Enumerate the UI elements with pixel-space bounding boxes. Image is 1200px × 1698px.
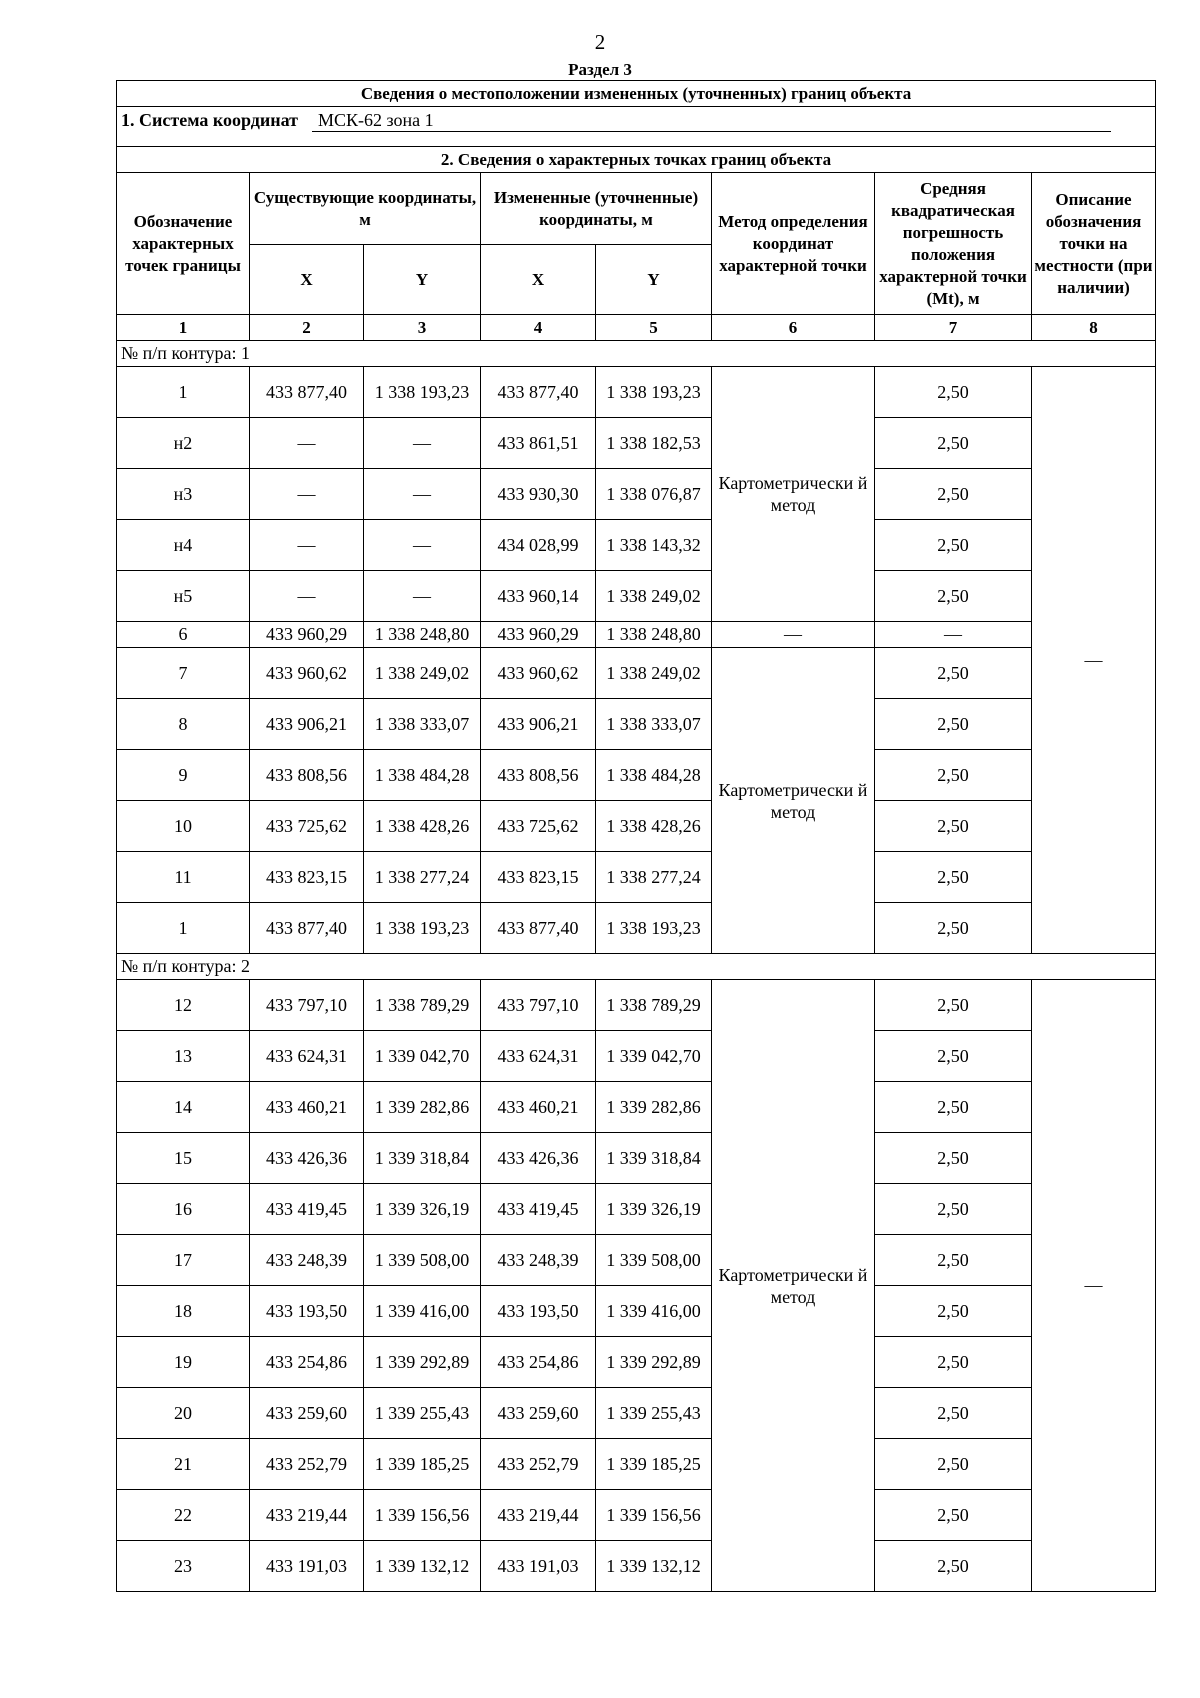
existing-x: 433 426,36 — [250, 1133, 364, 1184]
header-changed-y: Y — [596, 245, 712, 315]
point-name: н3 — [117, 469, 250, 520]
existing-y: 1 338 248,80 — [364, 622, 481, 648]
table-row — [117, 1541, 1156, 1592]
changed-y: 1 339 156,56 — [596, 1490, 712, 1541]
table-row — [117, 750, 1156, 801]
changed-x: 433 248,39 — [481, 1235, 596, 1286]
header-existing-y: Y — [364, 245, 481, 315]
existing-y: 1 339 508,00 — [364, 1235, 481, 1286]
coord-system-row — [117, 107, 1156, 147]
mt-value: 2,50 — [875, 1541, 1032, 1592]
existing-x: 433 191,03 — [250, 1541, 364, 1592]
mt-value: 2,50 — [875, 571, 1032, 622]
changed-y: 1 338 182,53 — [596, 418, 712, 469]
existing-y: 1 339 132,12 — [364, 1541, 481, 1592]
changed-x: 433 193,50 — [481, 1286, 596, 1337]
changed-y: 1 339 292,89 — [596, 1337, 712, 1388]
existing-x: 433 419,45 — [250, 1184, 364, 1235]
existing-x: 433 248,39 — [250, 1235, 364, 1286]
table-row — [117, 1082, 1156, 1133]
point-name: 8 — [117, 699, 250, 750]
boundary-table — [116, 80, 1156, 1592]
page-number: 2 — [594, 30, 606, 54]
table-row — [117, 1337, 1156, 1388]
changed-y: 1 339 326,19 — [596, 1184, 712, 1235]
existing-y: 1 339 292,89 — [364, 1337, 481, 1388]
table-row — [117, 1286, 1156, 1337]
changed-x: 433 960,29 — [481, 622, 596, 648]
changed-x: 433 252,79 — [481, 1439, 596, 1490]
mt-value: 2,50 — [875, 1235, 1032, 1286]
method-cell: Картометрически й метод — [712, 367, 875, 622]
existing-y: 1 339 326,19 — [364, 1184, 481, 1235]
changed-y: 1 338 333,07 — [596, 699, 712, 750]
changed-y: 1 339 416,00 — [596, 1286, 712, 1337]
mt-value: 2,50 — [875, 1286, 1032, 1337]
existing-x: — — [250, 520, 364, 571]
mt-value: 2,50 — [875, 648, 1032, 699]
header-point-designation: Обозначение характерных точек границы — [117, 173, 250, 315]
column-number: 5 — [596, 315, 712, 341]
existing-y: — — [364, 418, 481, 469]
table-row — [117, 903, 1156, 954]
point-name: н5 — [117, 571, 250, 622]
existing-x: 433 254,86 — [250, 1337, 364, 1388]
method-cell: Картометрически й метод — [712, 980, 875, 1592]
section-title: Раздел 3 — [568, 60, 632, 79]
table-row — [117, 571, 1156, 622]
table-row — [117, 1184, 1156, 1235]
changed-y: 1 339 185,25 — [596, 1439, 712, 1490]
mt-value: 2,50 — [875, 418, 1032, 469]
changed-x: 433 877,40 — [481, 367, 596, 418]
existing-x: 433 808,56 — [250, 750, 364, 801]
changed-y: 1 338 249,02 — [596, 648, 712, 699]
mt-value: 2,50 — [875, 852, 1032, 903]
existing-x: 433 960,62 — [250, 648, 364, 699]
mt-value: 2,50 — [875, 903, 1032, 954]
mt-value: 2,50 — [875, 1337, 1032, 1388]
existing-y: 1 338 428,26 — [364, 801, 481, 852]
existing-x: 433 960,29 — [250, 622, 364, 648]
column-number: 8 — [1032, 315, 1156, 341]
header-method: Метод определения координат характерной точки — [712, 173, 875, 315]
table-row — [117, 1235, 1156, 1286]
mt-value: 2,50 — [875, 367, 1032, 418]
point-name: 9 — [117, 750, 250, 801]
mt-value: 2,50 — [875, 1439, 1032, 1490]
point-name: 10 — [117, 801, 250, 852]
changed-x: 434 028,99 — [481, 520, 596, 571]
existing-x: 433 252,79 — [250, 1439, 364, 1490]
table-row — [117, 852, 1156, 903]
existing-x: 433 877,40 — [250, 903, 364, 954]
table-row — [117, 980, 1156, 1031]
mt-value: 2,50 — [875, 469, 1032, 520]
column-number: 2 — [250, 315, 364, 341]
existing-y: 1 339 185,25 — [364, 1439, 481, 1490]
point-name: 18 — [117, 1286, 250, 1337]
column-number: 6 — [712, 315, 875, 341]
changed-x: 433 797,10 — [481, 980, 596, 1031]
point-name: н4 — [117, 520, 250, 571]
existing-y: 1 339 255,43 — [364, 1388, 481, 1439]
point-name: 22 — [117, 1490, 250, 1541]
point-name: 1 — [117, 903, 250, 954]
existing-y: 1 339 416,00 — [364, 1286, 481, 1337]
point-name: 20 — [117, 1388, 250, 1439]
table-row — [117, 367, 1156, 418]
table-row — [117, 1388, 1156, 1439]
coord-system-value: МСК-62 зона 1 — [312, 109, 1111, 132]
points-title: 2. Сведения о характерных точках границ объекта — [117, 147, 1156, 173]
table-row — [117, 648, 1156, 699]
mt-value: 2,50 — [875, 1133, 1032, 1184]
existing-x: — — [250, 418, 364, 469]
existing-y: 1 339 282,86 — [364, 1082, 481, 1133]
table-row — [117, 1031, 1156, 1082]
changed-x: 433 219,44 — [481, 1490, 596, 1541]
changed-y: 1 338 484,28 — [596, 750, 712, 801]
changed-y: 1 338 428,26 — [596, 801, 712, 852]
existing-y: — — [364, 469, 481, 520]
point-name: 15 — [117, 1133, 250, 1184]
changed-y: 1 339 508,00 — [596, 1235, 712, 1286]
changed-y: 1 338 193,23 — [596, 367, 712, 418]
header-existing-x: X — [250, 245, 364, 315]
mt-value: 2,50 — [875, 1490, 1032, 1541]
column-number: 1 — [117, 315, 250, 341]
table-title: Сведения о местоположении измененных (уточненных) границ объекта — [117, 81, 1156, 107]
changed-y: 1 339 318,84 — [596, 1133, 712, 1184]
changed-y: 1 338 193,23 — [596, 903, 712, 954]
point-name: 11 — [117, 852, 250, 903]
changed-y: 1 338 076,87 — [596, 469, 712, 520]
point-name: 13 — [117, 1031, 250, 1082]
column-number: 3 — [364, 315, 481, 341]
existing-x: 433 193,50 — [250, 1286, 364, 1337]
point-name: 16 — [117, 1184, 250, 1235]
changed-y: 1 339 282,86 — [596, 1082, 712, 1133]
changed-y: 1 338 248,80 — [596, 622, 712, 648]
changed-x: 433 191,03 — [481, 1541, 596, 1592]
mt-value: 2,50 — [875, 1388, 1032, 1439]
existing-x: 433 797,10 — [250, 980, 364, 1031]
existing-x: 433 219,44 — [250, 1490, 364, 1541]
existing-y: 1 338 277,24 — [364, 852, 481, 903]
point-name: 21 — [117, 1439, 250, 1490]
existing-y: 1 338 484,28 — [364, 750, 481, 801]
mt-value: 2,50 — [875, 699, 1032, 750]
changed-y: 1 339 042,70 — [596, 1031, 712, 1082]
existing-y: — — [364, 571, 481, 622]
header-changed-x: X — [481, 245, 596, 315]
existing-y: 1 339 318,84 — [364, 1133, 481, 1184]
existing-y: — — [364, 520, 481, 571]
mt-value: 2,50 — [875, 980, 1032, 1031]
method-cell: Картометрически й метод — [712, 648, 875, 954]
changed-x: 433 254,86 — [481, 1337, 596, 1388]
changed-y: 1 339 132,12 — [596, 1541, 712, 1592]
header-description: Описание обозначения точки на местности (при наличии) — [1032, 173, 1156, 315]
changed-x: 433 960,14 — [481, 571, 596, 622]
existing-x: 433 725,62 — [250, 801, 364, 852]
table-row — [117, 622, 1156, 648]
changed-x: 433 419,45 — [481, 1184, 596, 1235]
existing-x: 433 906,21 — [250, 699, 364, 750]
existing-x: 433 823,15 — [250, 852, 364, 903]
header-existing-coords: Существующие координаты, м — [250, 173, 481, 245]
point-name: 12 — [117, 980, 250, 1031]
mt-value: 2,50 — [875, 1082, 1032, 1133]
point-name: 7 — [117, 648, 250, 699]
existing-x: 433 259,60 — [250, 1388, 364, 1439]
changed-x: 433 808,56 — [481, 750, 596, 801]
table-row — [117, 801, 1156, 852]
point-name: н2 — [117, 418, 250, 469]
table-row — [117, 1439, 1156, 1490]
existing-x: — — [250, 469, 364, 520]
table-row — [117, 469, 1156, 520]
contour-label: № п/п контура: 2 — [117, 954, 1156, 980]
mt-value: 2,50 — [875, 1184, 1032, 1235]
existing-y: 1 339 042,70 — [364, 1031, 481, 1082]
changed-x: 433 823,15 — [481, 852, 596, 903]
existing-x: 433 624,31 — [250, 1031, 364, 1082]
method-cell: — — [712, 622, 875, 648]
changed-y: 1 338 143,32 — [596, 520, 712, 571]
existing-y: 1 338 333,07 — [364, 699, 481, 750]
header-error: Средняя квадратическая погрешность положения характерной точки (Mt), м — [875, 173, 1032, 315]
changed-x: 433 906,21 — [481, 699, 596, 750]
mt-value: 2,50 — [875, 750, 1032, 801]
contour-label: № п/п контура: 1 — [117, 341, 1156, 367]
description-cell: — — [1032, 367, 1156, 954]
existing-x: 433 460,21 — [250, 1082, 364, 1133]
existing-y: 1 338 193,23 — [364, 903, 481, 954]
column-number: 7 — [875, 315, 1032, 341]
existing-y: 1 338 789,29 — [364, 980, 481, 1031]
existing-y: 1 338 249,02 — [364, 648, 481, 699]
changed-x: 433 259,60 — [481, 1388, 596, 1439]
coord-system-label: 1. Система координат — [121, 110, 298, 130]
column-number: 4 — [481, 315, 596, 341]
table-row — [117, 699, 1156, 750]
changed-y: 1 338 277,24 — [596, 852, 712, 903]
existing-y: 1 338 193,23 — [364, 367, 481, 418]
header-changed-coords: Измененные (уточненные) координаты, м — [481, 173, 712, 245]
changed-x: 433 460,21 — [481, 1082, 596, 1133]
existing-x: — — [250, 571, 364, 622]
table-row — [117, 1133, 1156, 1184]
mt-value: 2,50 — [875, 1031, 1032, 1082]
point-name: 14 — [117, 1082, 250, 1133]
changed-x: 433 725,62 — [481, 801, 596, 852]
changed-x: 433 426,36 — [481, 1133, 596, 1184]
point-name: 1 — [117, 367, 250, 418]
point-name: 23 — [117, 1541, 250, 1592]
changed-x: 433 960,62 — [481, 648, 596, 699]
mt-value: — — [875, 622, 1032, 648]
table-row — [117, 1490, 1156, 1541]
existing-x: 433 877,40 — [250, 367, 364, 418]
point-name: 17 — [117, 1235, 250, 1286]
changed-y: 1 339 255,43 — [596, 1388, 712, 1439]
mt-value: 2,50 — [875, 801, 1032, 852]
changed-x: 433 877,40 — [481, 903, 596, 954]
point-name: 19 — [117, 1337, 250, 1388]
changed-y: 1 338 789,29 — [596, 980, 712, 1031]
changed-x: 433 861,51 — [481, 418, 596, 469]
existing-y: 1 339 156,56 — [364, 1490, 481, 1541]
changed-x: 433 624,31 — [481, 1031, 596, 1082]
table-row — [117, 418, 1156, 469]
description-cell: — — [1032, 980, 1156, 1592]
table-row — [117, 520, 1156, 571]
point-name: 6 — [117, 622, 250, 648]
changed-x: 433 930,30 — [481, 469, 596, 520]
mt-value: 2,50 — [875, 520, 1032, 571]
changed-y: 1 338 249,02 — [596, 571, 712, 622]
